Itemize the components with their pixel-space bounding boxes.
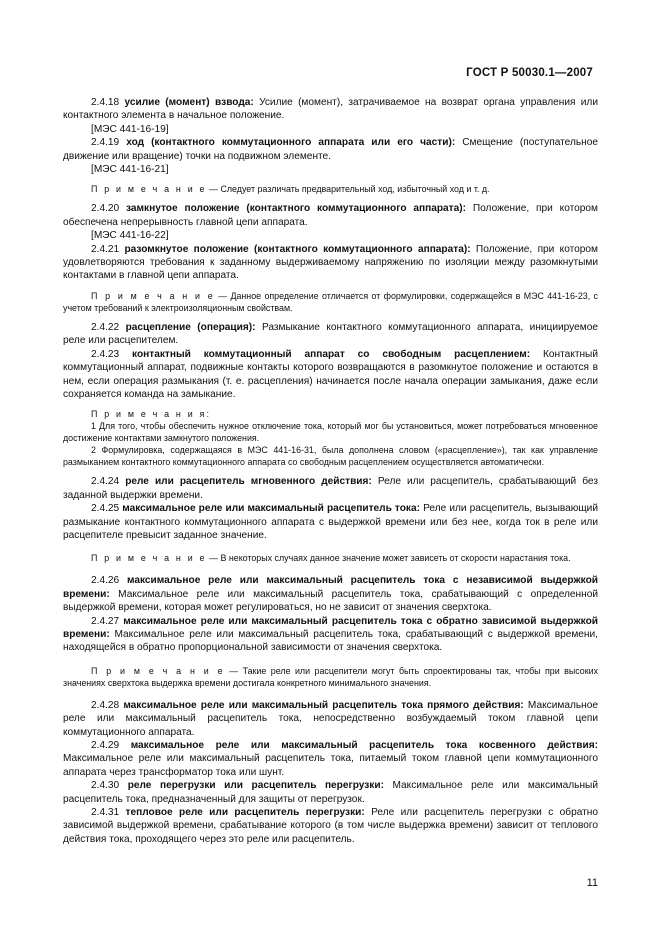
iec-reference: [МЭС 441-16-19]: [91, 123, 169, 135]
document-code: ГОСТ Р 50030.1—2007: [466, 67, 593, 79]
definition-2-4-25: 2.4.25 максимальное реле или максимальный расцепитель тока: Реле или расцепитель, вызывающий размыкание контактного коммутационного аппарата с выдержкой времени или без нее, когда ток в реле или расцепителе превысит заданное значение.: [63, 503, 598, 541]
iec-reference: [МЭС 441-16-22]: [91, 230, 169, 242]
note: П р и м е ч а н и е — В некоторых случаях данное значение может зависеть от скорости нарастания тока.: [91, 553, 571, 564]
note: П р и м е ч а н и е — Такие реле или расцепители могут быть спроектированы так, чтобы при высоких значениях сверхтока выдержка времени достигала конкретного минимального значения.: [63, 665, 599, 688]
definition-2-4-28: 2.4.28 максимальное реле или максимальный расцепитель тока прямого действия: Максимальное реле или максимальный расцепитель тока, непосредственно возбуждаемый током главной цепи коммутационного аппарата.: [63, 699, 598, 738]
definition-2-4-31: 2.4.31 тепловое реле или расцепитель перегрузки: Реле или расцепитель перегрузки с обратно зависимой выдержкой времени, срабатывание которого (в том числе выдержка времени) зависит от теплового действия тока, проходящего через это реле или расцепитель.: [63, 807, 598, 845]
note: П р и м е ч а н и е — Данное определение отличается от формулировки, содержащейся в МЭС 441-16-23, с учетом требований к электроизоляционным свойствам.: [63, 290, 598, 313]
definition-2-4-24: 2.4.24 реле или расцепитель мгновенного действия: Реле или расцепитель, срабатывающий без заданной выдержки времени.: [63, 476, 598, 501]
definition-2-4-29: 2.4.29 максимальное реле или максимальный расцепитель тока косвенного действия: Максимальное реле или максимальный расцепитель тока, питаемый током главной цепи коммутационного аппарата через трансформатор тока или шунт.: [63, 740, 598, 778]
note-item: 2 Формулировка, содержащаяся в МЭС 441-16-31, была дополнена словом («расцепление»), так как управление размыканием контактного коммутационного аппарата со свободным расцеплением осуществляется автоматически.: [63, 445, 598, 468]
document-body: [63, 96, 598, 846]
definition-2-4-23: 2.4.23 контактный коммутационный аппарат со свободным расцеплением: Контактный коммутационный аппарат, подвижные контакты которого возвращаются в разомкнутое положение и остаются в нем, если операция размыкания (т. е. расцепления) начинается после начала операции замыкания, даже если сохраняется команда на замыкание.: [63, 348, 598, 400]
iec-reference: [МЭС 441-16-21]: [91, 164, 169, 176]
page-number: 11: [586, 877, 598, 889]
definition-2-4-27: 2.4.27 максимальное реле или максимальный расцепитель тока с обратно зависимой выдержкой времени: Максимальное реле или максимальный расцепитель тока, срабатывающий с выдержкой времени, находящейся в обратно пропорциональной зависимости от значения сверхтока.: [63, 615, 598, 654]
definition-2-4-30: 2.4.30 реле перегрузки или расцепитель перегрузки: Максимальное реле или максимальный расцепитель тока, предназначенный для защиты от перегрузок.: [63, 780, 598, 805]
definition-2-4-20: 2.4.20 замкнутое положение (контактного коммутационного аппарата): Положение, при котором обеспечена непрерывность главной цепи аппарата.: [63, 203, 598, 228]
definition-2-4-26: 2.4.26 максимальное реле или максимальный расцепитель тока с независимой выдержкой времени: Максимальное реле или максимальный расцепитель тока, срабатывающий с определенной выдержкой времени, которая может регулироваться, но не зависит от значения сверхтока.: [63, 575, 598, 614]
definition-2-4-21: 2.4.21 разомкнутое положение (контактного коммутационного аппарата): Положение, при котором удовлетворяются требования к заданному выдерживаемому напряжению по изоляции между разомкнутыми контактами в главной цепи аппарата.: [63, 243, 598, 282]
note: П р и м е ч а н и е — Следует различать предварительный ход, избыточный ход и т. д.: [91, 184, 490, 195]
notes-heading: П р и м е ч а н и я:: [91, 409, 212, 420]
note-item: 1 Для того, чтобы обеспечить нужное отключение тока, который мог бы установиться, может потребоваться мгновенное достижение контактами замкнутого положения.: [63, 421, 598, 444]
definition-2-4-22: 2.4.22 расцепление (операция): Размыкание контактного коммутационного аппарата, инициируемое реле или расцепителем.: [63, 321, 598, 347]
definition-2-4-18: 2.4.18 усилие (момент) взвода: Усилие (момент), затрачиваемое на возврат органа управления или контактного элемента в начальное положение.: [63, 97, 598, 122]
definition-2-4-19: 2.4.19 ход (контактного коммутационного аппарата или его части): Смещение (поступательное движение или вращение) точки на подвижном элементе.: [63, 137, 598, 162]
